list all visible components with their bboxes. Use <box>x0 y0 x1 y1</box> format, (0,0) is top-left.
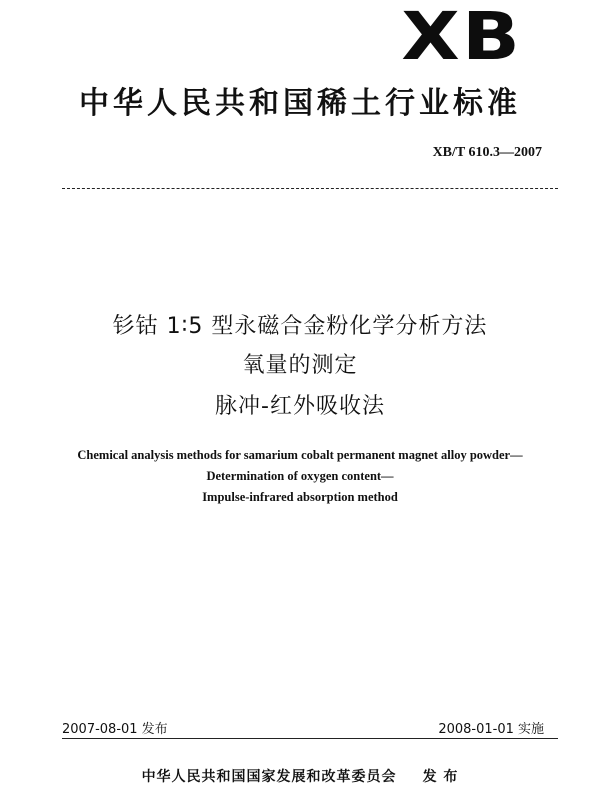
publisher-action: 发 布 <box>422 769 459 785</box>
title-en-line2: Determination of oxygen content— <box>206 469 394 483</box>
title-en-line1: Chemical analysis methods for samarium cobalt permanent magnet alloy powder— <box>77 448 523 462</box>
title-cn-line2: 氧量的测定 <box>242 353 358 378</box>
xb-logo: XB <box>401 0 522 75</box>
implement-date: 2008-01-01 实施 <box>438 722 544 737</box>
standard-category-title: 中华人民共和国稀土行业标准 <box>79 86 521 121</box>
header-divider <box>62 188 558 189</box>
title-cn-line1: 钐钴 1∶5 型永磁合金粉化学分析方法 <box>112 314 488 339</box>
title-en-line3: Impulse-infrared absorption method <box>202 490 398 504</box>
standard-code: XB/T 610.3—2007 <box>432 145 542 160</box>
publisher-name: 中华人民共和国国家发展和改革委员会 <box>141 769 397 785</box>
title-cn-line3: 脉冲-红外吸收法 <box>215 394 385 419</box>
publish-date: 2007-08-01 发布 <box>62 722 168 737</box>
footer-divider <box>62 738 558 739</box>
publisher-line <box>0 766 600 786</box>
